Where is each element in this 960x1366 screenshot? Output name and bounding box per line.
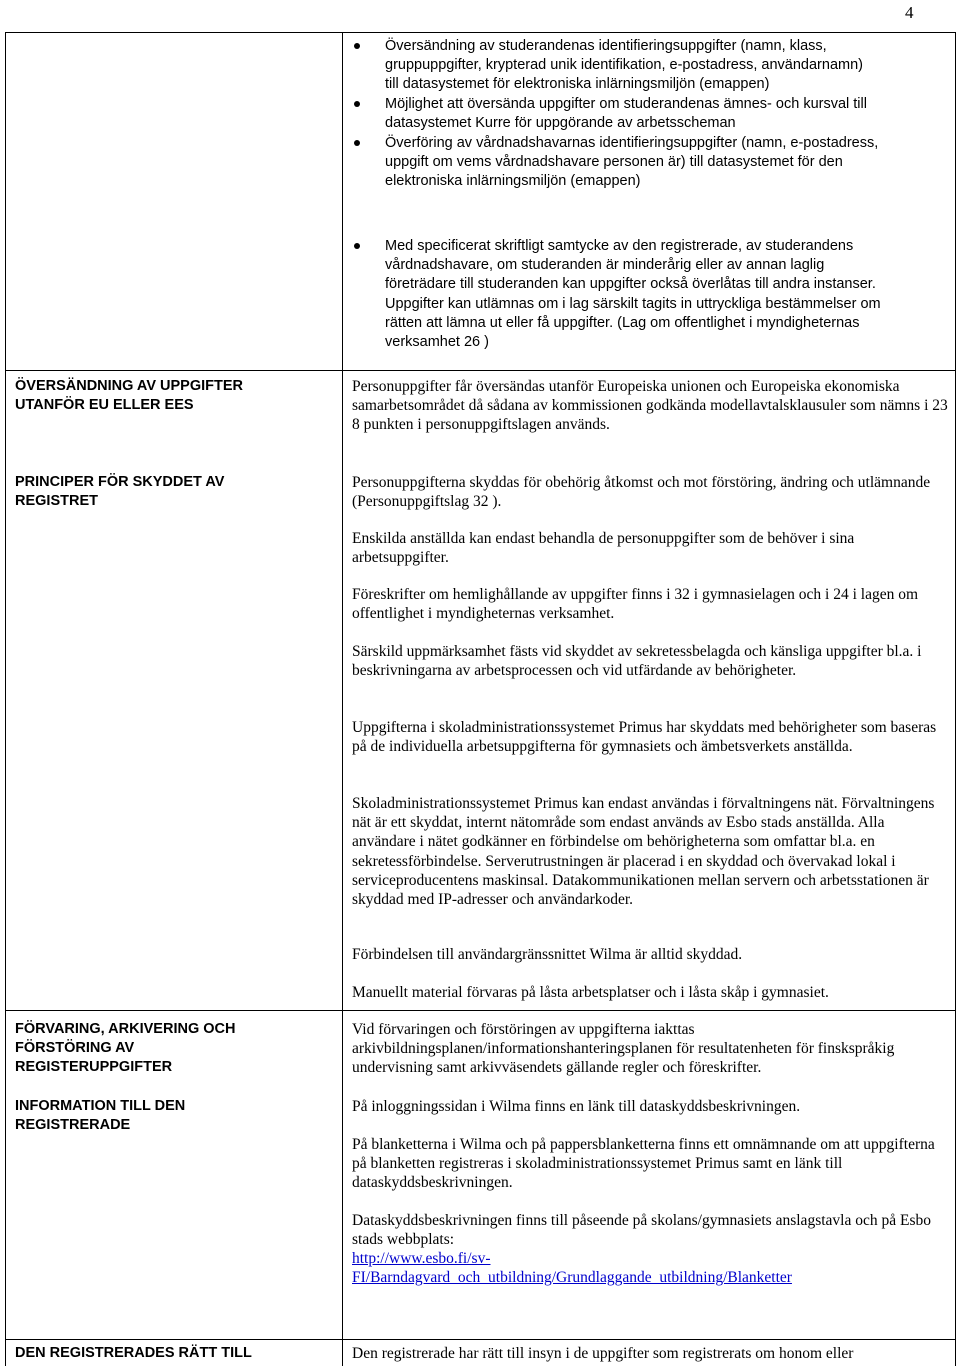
list-item: Översändning av studerandenas identifieringsuppgifter (namn, klass, gruppuppgifter, krypterad unik identifikation, e-postadress, användarnamn) till datasystemet för elektroniska inlärningsmiljön (emappen): [385, 38, 863, 93]
bullet-dot: [354, 43, 360, 49]
table-border-left: [5, 32, 6, 1366]
heading-transfer-outside-eu: ÖVERSÄNDNING AV UPPGIFTER UTANFÖR EU ELLER EES: [15, 378, 243, 414]
principles-paragraph: Skoladministrationssystemet Primus kan endast användas i förvaltningens nät. Förvaltningens nät är ett skyddat, internt nätområde som endast används av Esbo stads anställda. Alla användare i nätet godkänner en förbindelse om behörigheterna som omfattar bl.a. en sekretessförbindelse. Serverutrustningen är placerad i en skyddad och övervakad lokal i serviceproducentens maskinsal. Datakommunikationen mellan servern och arbetsstationen är skyddad med IP-adresser och användarkoder.: [352, 795, 935, 909]
principles-paragraph: Föreskrifter om hemlighållande av uppgifter finns i 32 i gymnasielagen och i 24 i lagen om offentlighet i myndigheternas verksamhet.: [352, 586, 919, 623]
bullet-dot: [354, 101, 360, 107]
principles-paragraph: Personuppgifterna skyddas för obehörig åtkomst och mot förstöring, ändring och utlämnande (Personuppgiftslag 32 ).: [352, 474, 931, 511]
heading-data-subject-rights: DEN REGISTRERADES RÄTT TILL: [15, 1345, 252, 1361]
consent-list-item: Med specificerat skriftligt samtycke av den registrerade, av studerandens vårdnadshavare, om studeranden är minderårig eller av annan laglig företrädare till studeranden kan uppgifter också överlåtas till andra instanser. Uppgifter kan utlämnas om i lag särskilt tagits in uttryckliga bestämmelser om rätten att lämna ut eller få uppgifter. (Lag om offentlighet i myndigheternas verksamhet 26 ): [385, 238, 881, 351]
principles-paragraph: Enskilda anställda kan endast behandla de personuppgifter som de behöver i sina arbetsuppgifter.: [352, 530, 855, 567]
storage-text: Vid förvaringen och förstöringen av uppgifterna iakttas arkivbildningsplanen/informationshanteringsplanen för resultatenheten för finskspråkig undervisning samt arkivväsendets gällande regler och föreskrifter.: [352, 1021, 895, 1077]
heading-protection-principles: PRINCIPER FÖR SKYDDET AV REGISTRET: [15, 474, 225, 510]
list-item: Överföring av vårdnadshavarnas identifieringsuppgifter (namn, e-postadress, uppgift om vems vårdnadshavare personen är) till datasystemet för den elektroniska inlärningsmiljön (emappen): [385, 135, 879, 190]
principles-paragraph: Särskild uppmärksamhet fästs vid skyddet av sekretessbelagda och känsliga uppgifter bl.a. i beskrivningarna av arbetsprocessen och vid utfärdande av behörigheter.: [352, 643, 922, 680]
principles-paragraph: Förbindelsen till användargränssnittet Wilma är alltid skyddad.: [352, 946, 743, 963]
table-border-top: [5, 32, 956, 33]
rights-text: Den registrerade har rätt till insyn i de uppgifter som registrerats om honom eller: [352, 1345, 854, 1362]
link-line[interactable]: http://www.esbo.fi/sv-: [352, 1250, 491, 1267]
webpage-link[interactable]: [352, 1249, 952, 1287]
table-border-right: [955, 32, 956, 1366]
principles-paragraph: Uppgifterna i skoladministrationssystemet Primus har skyddats med behörigheter som baseras på de individuella arbetsuppgifterna för gymnasiets och ämbetsverkets anställda.: [352, 719, 937, 756]
information-paragraph: På blanketterna i Wilma och på pappersblanketterna finns ett omnämnande om att uppgifterna på blanketten registreras i skoladministrationssystemet Primus samt en länk till dataskyddsbeskrivningen.: [352, 1136, 935, 1192]
bullet-dot: [354, 243, 360, 249]
heading-information: INFORMATION TILL DEN REGISTRERADE: [15, 1098, 186, 1134]
row-divider: [5, 370, 956, 371]
transfer-text: Personuppgifter får översändas utanför Europeiska unionen och Europeiska ekonomiska samarbetsområdet då sådana av kommissionen godkända modellavtalsklausuler som nämns i 23 8 punkten i personuppgiftslagen används.: [352, 378, 948, 434]
bullet-dot: [354, 140, 360, 146]
information-paragraph: Dataskyddsbeskrivningen finns till påseende på skolans/gymnasiets anslagstavla och på Esbo stads webbplats:: [352, 1212, 931, 1249]
row-divider: [5, 1010, 956, 1011]
principles-paragraph: Manuellt material förvaras på låsta arbetsplatser och i låsta skåp i gymnasiet.: [352, 984, 829, 1001]
column-divider: [342, 32, 343, 1366]
page-number: 4: [905, 3, 914, 22]
row-divider: [5, 1339, 956, 1340]
link-line[interactable]: FI/Barndagvard_och_utbildning/Grundlaggande_utbildning/Blanketter: [352, 1269, 792, 1287]
list-item: Möjlighet att översända uppgifter om studerandenas ämnes- och kursval till datasystemet Kurre för uppgörande av arbetsscheman: [385, 96, 867, 132]
information-paragraph: På inloggningssidan i Wilma finns en länk till dataskyddsbeskrivningen.: [352, 1098, 801, 1115]
heading-storage-archiving: FÖRVARING, ARKIVERING OCH FÖRSTÖRING AV REGISTERUPPGIFTER: [15, 1021, 236, 1076]
